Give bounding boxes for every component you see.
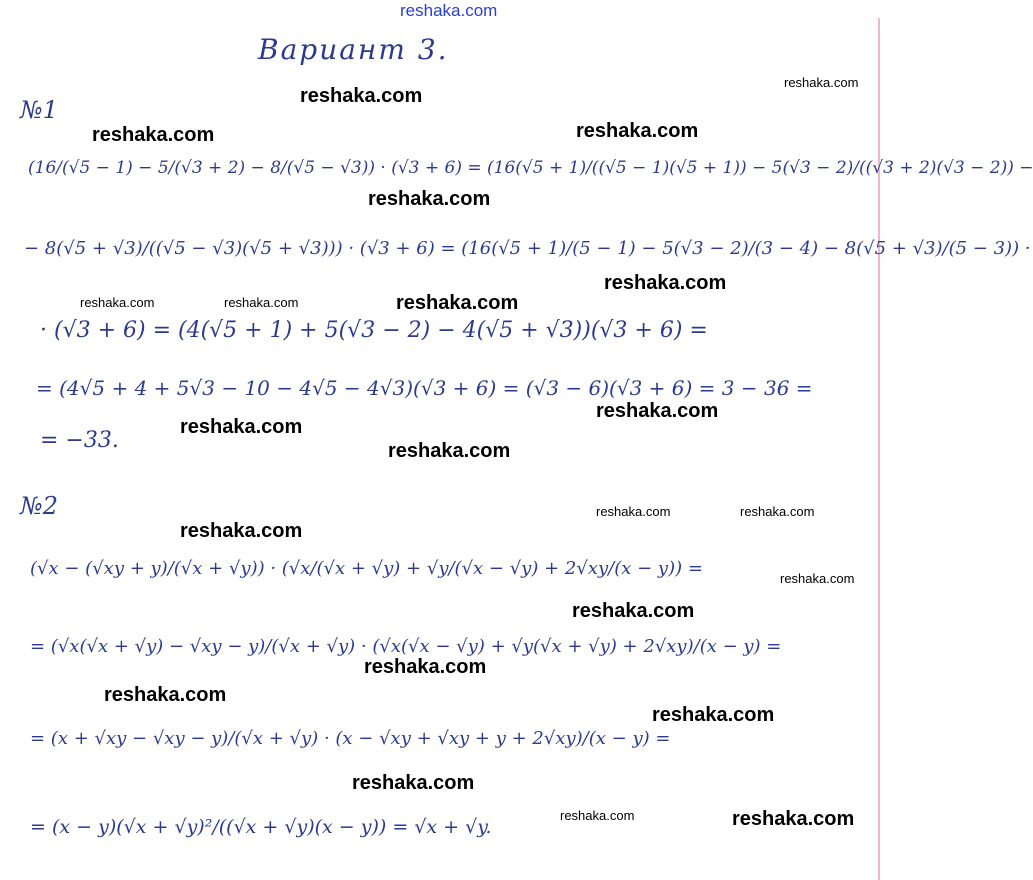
watermark: reshaka.com (104, 684, 227, 706)
site-watermark-link[interactable]: reshaka.com (400, 1, 498, 20)
task2-answer: = (x − y)(√x + √y)²/((√x + √y)(x − y)) = √x + √y. (30, 816, 492, 838)
task1-line-4: = (4√5 + 4 + 5√3 − 10 − 4√5 − 4√3)(√3 + 6) = (√3 − 6)(√3 + 6) = 3 − 36 = (36, 376, 813, 400)
task2-line-1: (√x − (√xy + y)/(√x + √y)) · (√x/(√x + √y) + √y/(√x − √y) + 2√xy/(x − y)) = (30, 558, 703, 579)
task1-number: №1 (20, 96, 58, 124)
task1-line-3: · (√3 + 6) = (4(√5 + 1) + 5(√3 − 2) − 4(√5 + √3))(√3 + 6) = (40, 318, 708, 343)
watermark: reshaka.com (652, 704, 775, 726)
watermark: reshaka.com (576, 120, 699, 142)
watermark: reshaka.com (560, 808, 635, 823)
watermark: reshaka.com (180, 520, 303, 542)
watermark: reshaka.com (396, 292, 519, 314)
task1-line-1: (16/(√5 − 1) − 5/(√3 + 2) − 8/(√5 − √3)) · (√3 + 6) = (16(√5 + 1)/((√5 − 1)(√5 + 1)) − 5(√3 − 2)/((√3 + 2)(√3 − 2)) − (28, 158, 1033, 178)
watermark: reshaka.com (352, 772, 475, 794)
watermark: reshaka.com (740, 504, 815, 519)
watermark: reshaka.com (80, 295, 155, 310)
task2-number: №2 (20, 492, 58, 520)
variant-title: Вариант 3. (258, 33, 449, 66)
watermark: reshaka.com (604, 272, 727, 294)
watermark: reshaka.com (92, 124, 215, 146)
watermark: reshaka.com (596, 504, 671, 519)
watermark: reshaka.com (780, 571, 855, 586)
watermark: reshaka.com (784, 75, 859, 90)
margin-line (878, 18, 880, 880)
watermark: reshaka.com (368, 188, 491, 210)
task1-line-2: − 8(√5 + √3)/((√5 − √3)(√5 + √3))) · (√3 + 6) = (16(√5 + 1)/(5 − 1) − 5(√3 − 2)/(3 − 4) − 8(√5 + √3)/(5 − 3)) · (24, 238, 1031, 259)
watermark: reshaka.com (224, 295, 299, 310)
watermark: reshaka.com (596, 400, 719, 422)
task1-answer: = −33. (40, 428, 119, 453)
watermark: reshaka.com (572, 600, 695, 622)
watermark: reshaka.com (364, 656, 487, 678)
task2-line-3: = (x + √xy − √xy − y)/(√x + √y) · (x − √xy + √xy + y + 2√xy)/(x − y) = (30, 728, 671, 749)
task2-line-2: = (√x(√x + √y) − √xy − y)/(√x + √y) · (√x(√x − √y) + √y(√x + √y) + 2√xy)/(x − y) = (30, 636, 782, 657)
watermark: reshaka.com (732, 808, 855, 830)
watermark: reshaka.com (300, 85, 423, 107)
watermark: reshaka.com (388, 440, 511, 462)
watermark: reshaka.com (180, 416, 303, 438)
